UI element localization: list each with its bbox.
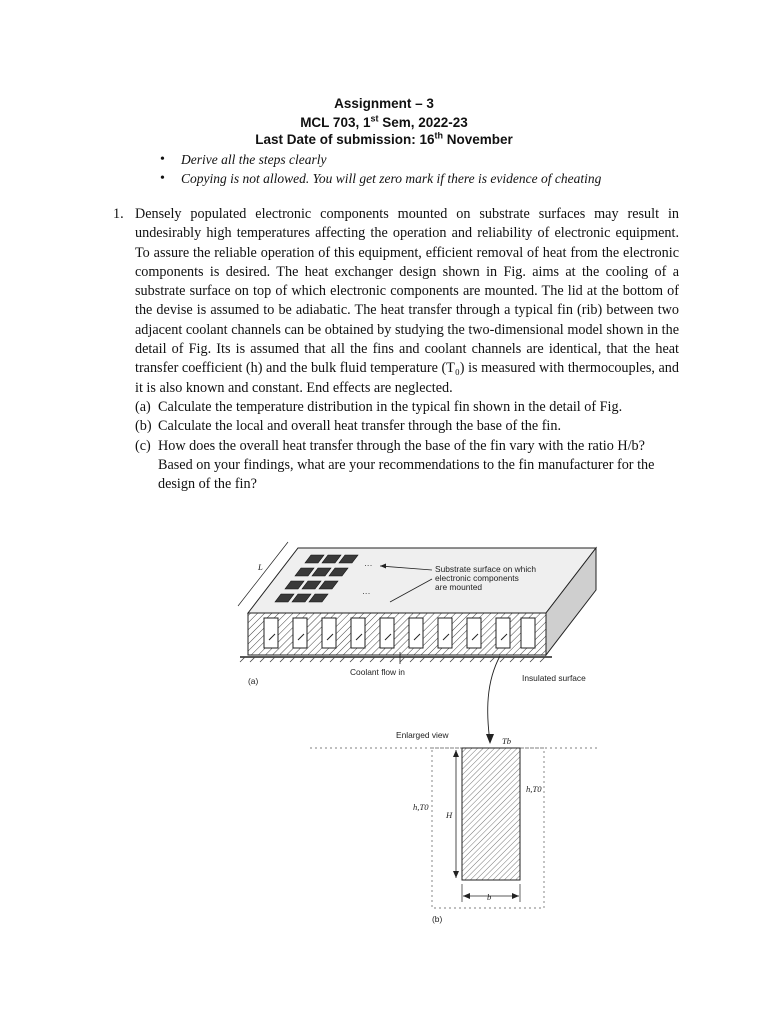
question-part: (a) Calculate the temperature distribution in the typical fin shown in the detail of Fig. xyxy=(135,398,623,415)
fin-profile xyxy=(462,748,520,880)
question-number: 1. xyxy=(113,206,124,222)
part-b-label: (b) xyxy=(432,914,443,924)
base-temp-label: Tb xyxy=(502,736,512,746)
heat-exchanger-figure xyxy=(200,522,620,932)
width-label: b xyxy=(487,892,492,902)
left-convection-label: h,T0 xyxy=(413,802,429,812)
question-text: Densely populated electronic components mounted on substrate surfaces may result in undesirably high temperatures affecting the operation and reliability of electronic equipment. To assure the reliable operation of this equipment, efficient removal of heat from the electronic components is desired. The heat exchanger design shown in Fig. aims at the cooling of a substrate surface on top of which electronic components are mounted. The lid at the bottom of the devise is assumed to be adiabatic. The heat transfer through a typical fin (rib) between two adjacent coolant channels can be obtained by studying the two-dimensional model shown in the detail of Fig. Its is assumed that all the fins and coolant channels are identical, that the heat transfer coefficient (h) and the bulk fluid temperature (T₀) is measured with thermocouples, and it is also known and constant. End effects are neglected. xyxy=(135,206,679,396)
block-top-face xyxy=(248,548,596,613)
right-convection-label: h,T0 xyxy=(526,784,542,794)
part-a-label: (a) xyxy=(248,676,259,686)
instruction-item: • Derive all the steps clearly xyxy=(160,150,601,169)
length-label: L xyxy=(258,562,263,572)
enlarge-arrow xyxy=(488,656,500,742)
question-part: (b) Calculate the local and overall heat transfer through the base of the fin. xyxy=(135,418,561,435)
coolant-label: Coolant flow in xyxy=(350,667,405,677)
course-line: MCL 703, 1st Sem, 2022-23 xyxy=(300,113,468,130)
question-part: (c) How does the overall heat transfer through the base of the fin vary with the ratio H/b? Based on your findings, what are your recommendations to the fin manufacturer for the design of the fin? xyxy=(135,437,655,493)
callout-line-1: Substrate surface on which xyxy=(435,564,537,574)
ellipsis-bottom: ··· xyxy=(362,588,371,598)
question-body xyxy=(135,205,679,494)
enlarged-view-label: Enlarged view xyxy=(396,730,449,740)
height-label: H xyxy=(446,810,453,820)
instructions-list xyxy=(160,150,601,188)
insulated-label: Insulated surface xyxy=(522,673,586,683)
question-parts xyxy=(135,398,679,494)
deadline-line: Last Date of submission: 16th November xyxy=(255,130,513,147)
figure-drawing xyxy=(200,522,620,932)
assignment-title: Assignment – 3 xyxy=(334,96,434,111)
callout-line-2: electronic components xyxy=(435,573,519,583)
callout-line-3: are mounted xyxy=(435,582,483,592)
ellipsis-top: ··· xyxy=(364,560,373,570)
instruction-item: • Copying is not allowed. You will get zero mark if there is evidence of cheating xyxy=(160,169,601,188)
